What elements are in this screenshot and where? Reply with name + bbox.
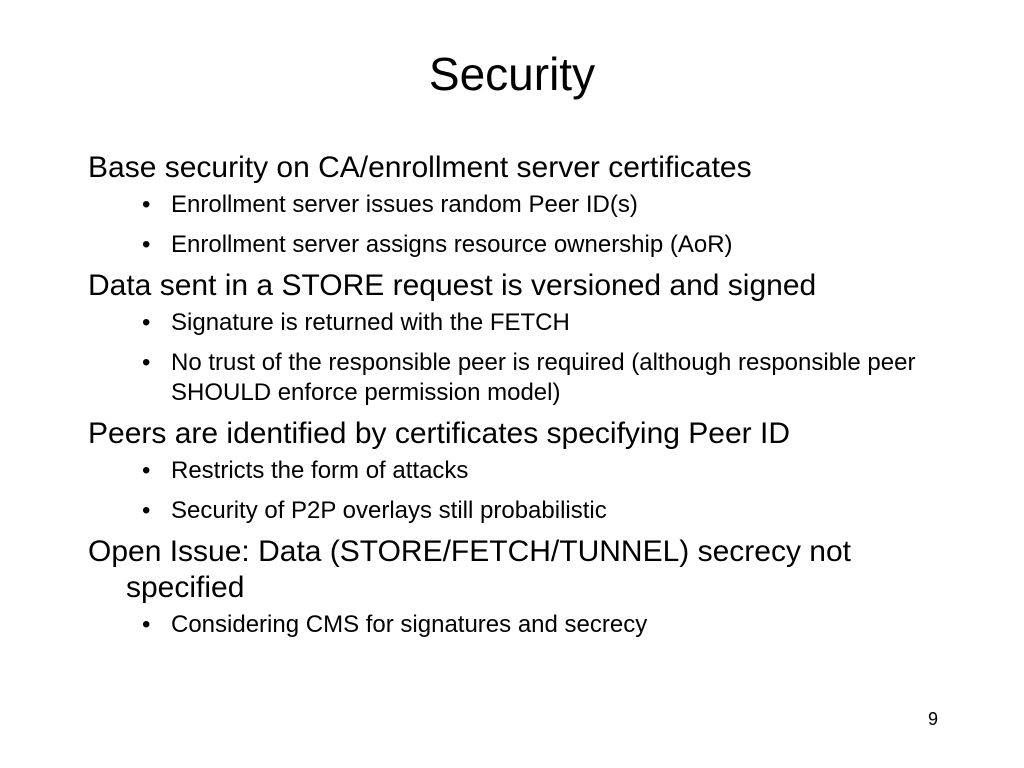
bullet-text: No trust of the responsible peer is required (although responsible peer SHOULD enforce permission model)	[171, 349, 916, 406]
bullet-icon: •	[142, 309, 151, 336]
bullet-item	[88, 308, 948, 338]
bullet-text: Enrollment server issues random Peer ID(s)	[171, 191, 638, 218]
page-number: 9	[927, 709, 938, 729]
section-heading: Base security on CA/enrollment server certificates	[88, 151, 752, 184]
bullet-item	[88, 190, 948, 220]
bullet-text: Signature is returned with the FETCH	[171, 309, 570, 336]
bullet-text: Security of P2P overlays still probabilistic	[171, 497, 607, 524]
bullet-text: Considering CMS for signatures and secrecy	[171, 611, 648, 638]
bullet-item	[88, 230, 948, 260]
bullet-list	[88, 308, 948, 408]
bullet-list	[88, 190, 948, 260]
bullet-icon: •	[142, 349, 151, 376]
section-peer-identity	[88, 416, 948, 526]
section-heading: Data sent in a STORE request is versioned and signed	[88, 269, 817, 302]
section-base-security	[88, 150, 948, 260]
section-store-data	[88, 268, 948, 408]
slide-body	[88, 150, 948, 640]
bullet-item	[88, 610, 948, 640]
section-heading: Peers are identified by certificates specifying Peer ID	[88, 417, 790, 450]
bullet-icon: •	[142, 497, 151, 524]
bullet-icon: •	[142, 231, 151, 258]
bullet-text: Enrollment server assigns resource ownership (AoR)	[171, 231, 733, 258]
bullet-icon: •	[142, 191, 151, 218]
bullet-item	[88, 496, 948, 526]
bullet-icon: •	[142, 457, 151, 484]
section-heading: Open Issue: Data (STORE/FETCH/TUNNEL) secrecy not specified	[88, 535, 851, 604]
bullet-list	[88, 610, 948, 640]
bullet-list	[88, 456, 948, 526]
bullet-item	[88, 348, 948, 408]
bullet-item	[88, 456, 948, 486]
bullet-icon: •	[142, 611, 151, 638]
slide-title: Security	[428, 48, 596, 100]
section-open-issue	[88, 534, 948, 640]
bullet-text: Restricts the form of attacks	[171, 457, 469, 484]
